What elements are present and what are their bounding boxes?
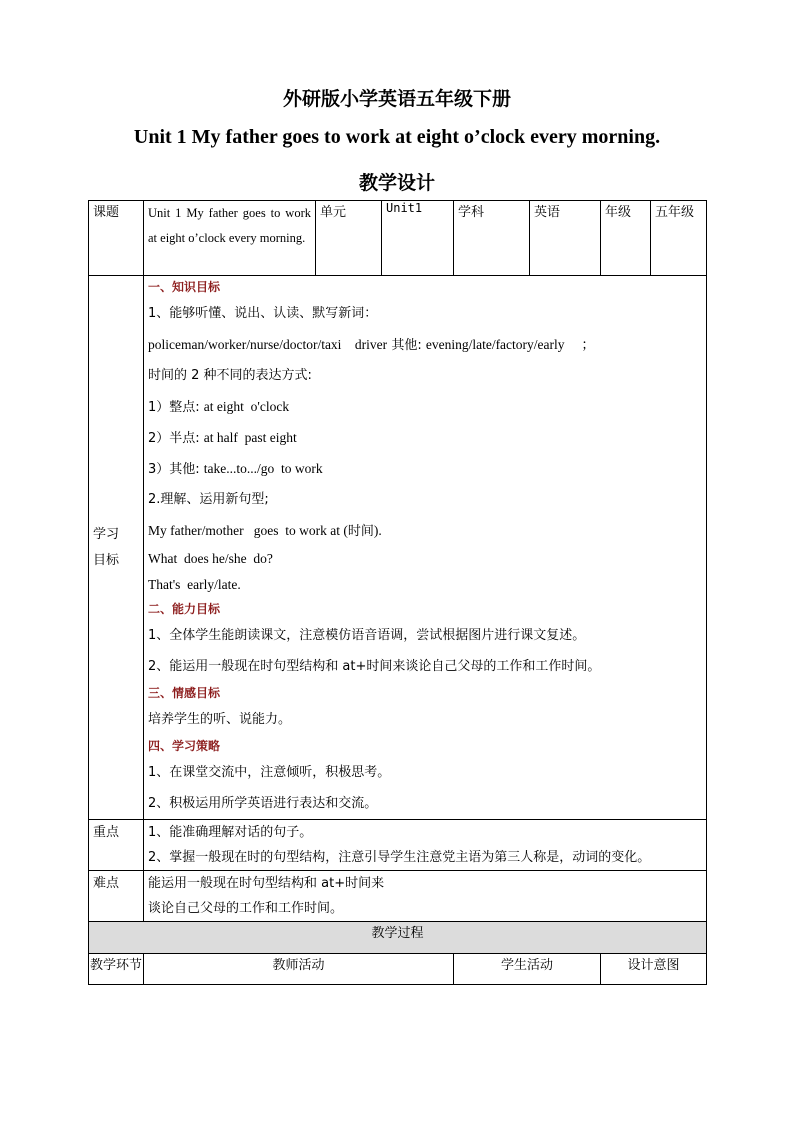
unit-value: Unit1 [382, 201, 454, 276]
item-text: at eight o'clock [203, 399, 290, 414]
difficult-points-row [89, 871, 707, 922]
difficult-points-body [144, 871, 707, 922]
key-points-row [89, 820, 707, 871]
vocabulary-words: policeman/worker/nurse/doctor/taxi driver [148, 337, 388, 352]
objectives-label [89, 276, 144, 820]
sentence-pattern: What does he/she do? [148, 551, 273, 566]
col-teaching-stage: 教学环节 [89, 954, 144, 985]
objective-line [148, 391, 702, 422]
objective-line [148, 329, 702, 360]
unit-title: Unit 1 My father goes to work at eight o’clock every morning. [133, 126, 661, 148]
document-title: 外研版小学英语五年级下册 [282, 88, 511, 110]
objectives-label-line2: 目标 [93, 552, 120, 568]
key-points-label: 重点 [89, 820, 144, 871]
section-emotional-goals: 三、情感目标 [148, 686, 221, 700]
section-learning-strategies: 四、学习策略 [148, 739, 221, 753]
objective-line [148, 572, 702, 598]
item-text: at half past eight [203, 430, 297, 445]
col-teacher-activity: 教师活动 [144, 954, 454, 985]
item-number: 1）整点: [148, 400, 200, 415]
unit-label: 单元 [316, 201, 382, 276]
objective-line [148, 453, 702, 484]
key-point-line: 2、掌握一般现在时的句型结构，注意引导学生注意党主语为第三人称是，动词的变化。 [148, 850, 651, 865]
sentence-pattern: My father/mother goes to work at ( [148, 523, 348, 538]
objectives-label-line1: 学习 [93, 526, 120, 542]
sentence-end: ). [373, 523, 382, 538]
objectives-body [144, 276, 707, 820]
difficult-points-label: 难点 [89, 871, 144, 922]
objective-line [148, 422, 702, 453]
course-value: Unit 1 My father goes to work at eight o’clock every morning. [144, 201, 316, 276]
difficult-point-line: 能运用一般现在时句型结构和 at+时间来 [148, 876, 385, 891]
item-number: 2）半点: [148, 431, 200, 446]
objective-line: 培养学生的听、说能力。 [148, 712, 292, 727]
difficult-point-line: 谈论自己父母的工作和工作时间。 [148, 901, 344, 916]
other-label: 其他: [391, 338, 422, 353]
process-title: 教学过程 [89, 922, 707, 954]
key-points-body [144, 820, 707, 871]
lesson-plan-table [88, 200, 707, 985]
grade-label: 年级 [601, 201, 651, 276]
other-words: evening/late/factory/early ； [425, 337, 595, 352]
grade-value: 五年级 [651, 201, 707, 276]
subject-value: 英语 [530, 201, 601, 276]
objective-line: 时间的 2 种不同的表达方式: [148, 368, 312, 383]
objective-line [148, 515, 702, 546]
col-design-intent: 设计意图 [601, 954, 707, 985]
objective-line: 1、能够听懂、说出、认读、默写新词： [148, 306, 378, 321]
course-label: 课题 [89, 201, 144, 276]
item-number: 3）其他: [148, 462, 200, 477]
header-row [89, 201, 707, 276]
objective-line: 1、全体学生能朗读课文，注意模仿语音语调，尝试根据图片进行课文复述。 [148, 628, 586, 643]
process-columns-row [89, 954, 707, 985]
design-heading: 教学设计 [358, 172, 435, 194]
objective-line: 1、在课堂交流中，注意倾听，积极思考。 [148, 765, 391, 780]
sentence-time: 时间 [347, 524, 374, 539]
key-point-line: 1、能准确理解对话的句子。 [148, 825, 313, 840]
sentence-pattern: That's early/late. [148, 577, 241, 592]
process-header-row [89, 922, 707, 954]
col-student-activity: 学生活动 [454, 954, 601, 985]
objective-line: 2.理解、运用新句型; [148, 492, 269, 507]
subject-label: 学科 [454, 201, 530, 276]
objective-line: 2、积极运用所学英语进行表达和交流。 [148, 796, 378, 811]
section-ability-goals: 二、能力目标 [148, 602, 221, 616]
objectives-row [89, 276, 707, 820]
objective-line [148, 546, 702, 572]
item-text: take...to.../go to work [203, 461, 323, 476]
section-knowledge-goals: 一、知识目标 [148, 280, 221, 294]
objective-line: 2、能运用一般现在时句型结构和 at+时间来谈论自己父母的工作和工作时间。 [148, 659, 601, 674]
